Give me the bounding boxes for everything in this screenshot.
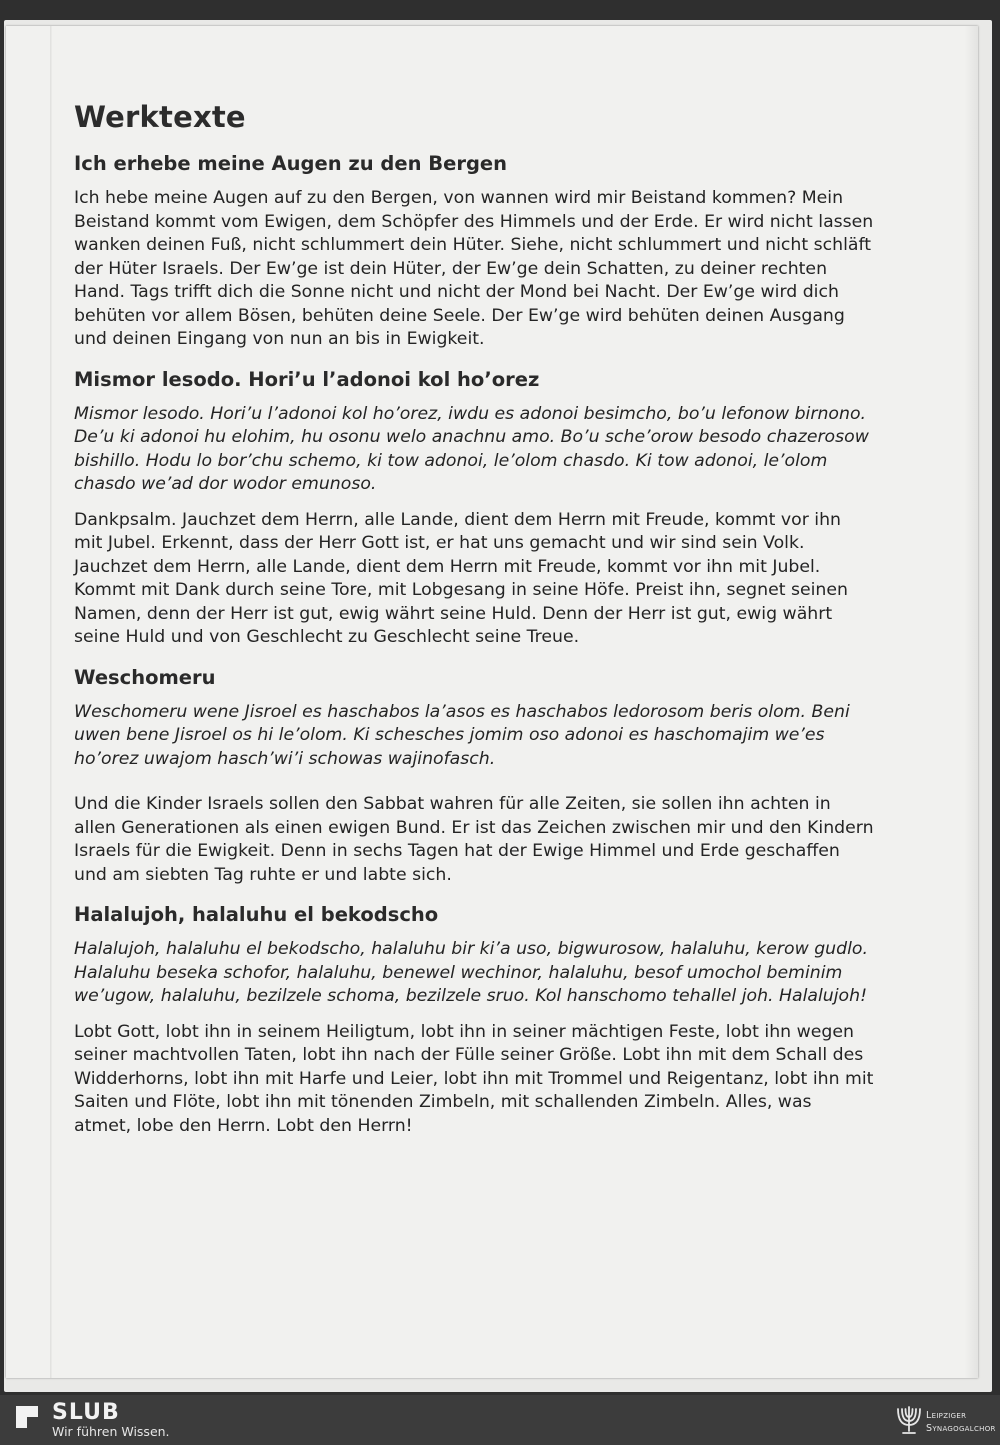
section-weschomeru (74, 666, 874, 888)
partner-name-line2: Synagogalchor (926, 1423, 996, 1434)
page-title: Werktexte (74, 100, 246, 134)
section-heading: Ich erhebe meine Augen zu den Bergen (74, 152, 508, 175)
page-edge-shadow (964, 26, 978, 1378)
partner-name (926, 1409, 996, 1435)
section-heading: Halalujoh, halaluhu el bekodscho (74, 903, 439, 926)
paragraph-hebrew-transliteration: Mismor lesodo. Hori’u l’adonoi kol ho’orez, iwdu es adonoi besimcho, bo’u lefonow birnono. De’u ki adonoi hu elohim, hu osonu welo anachnu amo. Bo’u sche’orow besodo chazerosow bishillo. Hodu lo bor’chu schemo, ki tow adonoi, le’olom chasdo. Ki tow adonoi, le’olom chasdo we’ad dor wodor emunoso. (74, 403, 869, 494)
section-heading: Mismor lesodo. Hori’u l’adonoi kol ho’orez (74, 367, 540, 391)
partner-name-line1: Leipziger (926, 1410, 967, 1421)
document-content (74, 100, 874, 1154)
slub-logo-icon (16, 1406, 38, 1428)
brand-name: SLUB (52, 1400, 120, 1425)
paragraph-german: Ich hebe meine Augen auf zu den Bergen, von wannen wird mir Beistand kommen? Mein Beistand kommt vom Ewigen, dem Schöpfer des Himmels und der Erde. Er wird nicht lassen wanken deinen Fuß, nicht schlummert dein Hüter. Siehe, nicht schlummert und nicht schläft der Hüter Israels. Der Ew’ge ist dein Hüter, der Ew’ge dein Schatten, zu deiner rechten Hand. Tags trifft dich die Sonne nicht und nicht der Mond bei Nacht. Der Ew’ge wird dich behüten vor allem Bösen, behüten deine Seele. Der Ew’ge wird behüten deinen Ausgang und deinen Eingang von nun an bis in Ewigkeit. (74, 188, 874, 349)
section-mismor (74, 368, 874, 650)
paragraph-hebrew-transliteration: Weschomeru wene Jisroel es haschabos la’asos es haschabos ledorosom beris olom. Beni uwen bene Jisroel os hi le’olom. Ki schesches jomim oso adonoi es haschomajim we’es ho’orez uwajom hasch’wi’i schowas wajinofasch. (74, 701, 850, 769)
brand-claim: Wir führen Wissen. (52, 1424, 170, 1439)
paragraph-gap (74, 783, 874, 793)
footer-bar (0, 1395, 1000, 1445)
paragraph-german: Und die Kinder Israels sollen den Sabbat wahren für alle Zeiten, sie sollen ihn achten in allen Generationen als einen ewigen Bund. Er ist das Zeichen zwischen mir und den Kindern Israels für die Ewigkeit. Denn in sechs Tagen hat der Ewige Himmel und Erde geschaffen und am siebten Tag ruhte er und labte sich. (74, 794, 874, 885)
paragraph-hebrew-transliteration: Halalujoh, halaluhu el bekodscho, halaluhu bir ki’a uso, bigwurosow, halaluhu, kerow gudlo. Halaluhu beseka schofor, halaluhu, benewel wechinor, halaluhu, besof umochol beminim we’ugow, halaluhu, bezilzele schoma, bezilzele sruo. Kol hanschomo tehallel joh. Halalujoh! (74, 939, 868, 1006)
section-berge (74, 152, 874, 352)
paragraph-german: Dankpsalm. Jauchzet dem Herrn, alle Lande, dient dem Herrn mit Freude, kommt vor ihn mit Jubel. Erkennt, dass der Herr Gott ist, er hat uns gemacht und wir sind sein Volk. Jauchzet dem Herrn, alle Lande, dient dem Herrn mit Freude, kommt vor ihn mit Jubel. Kommt mit Dank durch seine Tore, mit Lobgesang in seine Höfe. Preist ihn, segnet seinen Namen, denn der Herr ist gut, ewig währt seine Huld. Denn der Herr ist gut, ewig währt seine Huld und von Geschlecht zu Geschlecht seine Treue. (74, 509, 848, 647)
section-halalujoh (74, 903, 874, 1138)
page-fold (50, 26, 52, 1378)
section-heading: Weschomeru (74, 665, 216, 689)
paragraph-german: Lobt Gott, lobt ihn in seinem Heiligtum, lobt ihn in seiner mächtigen Feste, lobt ihn wegen seiner machtvollen Taten, lobt ihn nach der Fülle seiner Größe. Lobt ihn mit dem Schall des Widderhorns, lobt ihn mit Harfe und Leier, lobt ihn mit Trommel und Reigentanz, lobt ihn mit Saiten und Flöte, lobt ihn mit tönenden Zimbeln, mit schallenden Zimbeln. Alles, was atmet, lobe den Herrn. Lobt den Herrn! (74, 1021, 874, 1136)
menorah-icon (896, 1403, 922, 1437)
